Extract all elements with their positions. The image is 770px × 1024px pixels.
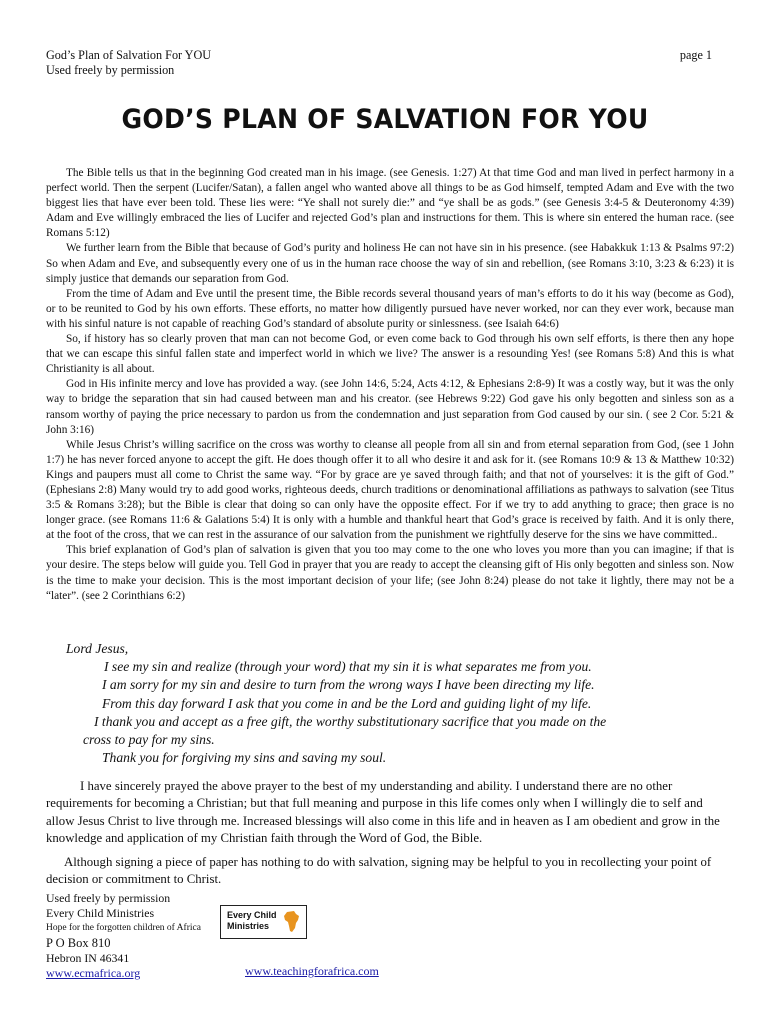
prayer-line: I see my sin and realize (through your word) that my sin it is what separates me from you. xyxy=(104,659,592,675)
commitment-paragraph: I have sincerely prayed the above prayer to the best of my understanding and ability. I understand there are no other requirements for becoming a Christian; but that full meaning and purpose in this life comes only when I willingly die to self and allow Jesus Christ to live through me. Increased blessings will also come in this life and in heaven as I am obedient and grow in the knowledge and application of my Christian faith through the Word of God, the Bible. xyxy=(46,779,720,845)
paragraph: We further learn from the Bible that because of God’s purity and holiness He can not have sin in his presence. (see Habakkuk 1:13 & Psalms 97:2) So when Adam and Eve, and subsequently every one of us in the human race choose the way of sin and rebellion, (see Romans 3:10, 3:23 & 6:23) it is simply justice that demands our separation from God. xyxy=(46,242,734,285)
logo-text: Every Child Ministries xyxy=(227,910,277,931)
prayer-line: cross to pay for my sins. xyxy=(83,732,215,748)
prayer-line: Thank you for forgiving my sins and saving my soul. xyxy=(102,750,387,766)
africa-map-icon xyxy=(284,911,300,933)
paragraph: The Bible tells us that in the beginning God created man in his image. (see Genesis. 1:27) At that time God and man lived in perfect harmony in a perfect world. Then the serpent (Lucifer/Satan), a fallen angel who wanted above all things to be as God himself, tempted Adam and Eve with the two biggest lies that have ever been told. These lies were: “Ye shall not surely die:” and “ye shall be as gods.” (see Genesis 3:4-5 & Deuteronomy 4:39) Adam and Eve willingly embraced the lies of Lucifer and rejected God’s plan and instructions for them. This is where sin entered the human race. (see Romans 5:12) xyxy=(46,167,734,240)
paragraph: God in His infinite mercy and love has provided a way. (see John 14:6, 5:24, Acts 4:12, & Ephesians 2:8-9) It was a costly way, but it was the only way to bridge the separation that sin had caused between man and his creator. (see Hebrews 9:22) God gave his only begotten and sinless son as a ransom worthy of paying the price necessary to pardon us from the condemnation and just separation from God caused by our sin. ( see 2 Cor. 5:21 & John 3:16) xyxy=(46,378,734,436)
prayer-line: I thank you and accept as a free gift, the worthy substitutionary sacrifice that you made on the xyxy=(94,713,607,729)
footer-city: Hebron IN 46341 xyxy=(46,951,130,965)
teachingforafrica-link[interactable]: www.teachingforafrica.com xyxy=(245,964,379,978)
page-header xyxy=(46,48,712,78)
header-title: God’s Plan of Salvation For YOU xyxy=(46,48,212,62)
ecmafrica-link[interactable]: www.ecmafrica.org xyxy=(46,966,141,980)
footer-org: Every Child Ministries xyxy=(46,906,155,920)
paragraph: This brief explanation of God’s plan of salvation is given that you too may come to the one who loves you more than you can imagine; if that is your desire. The steps below will guide you. Tell God in prayer that you are ready to accept the cleansing gift of His only begotten and sinless son. Now is the time to make your decision. This is the most important decision of your life; (see John 8:24) please do not take it lightly, there may not be a “later”. (see 2 Corinthians 6:2) xyxy=(46,544,734,602)
footer-tagline: Hope for the forgotten children of Africa xyxy=(46,923,201,933)
header-permission: Used freely by permission xyxy=(46,63,175,77)
paragraph: From the time of Adam and Eve until the present time, the Bible records several thousand years of man’s efforts to do it his way (become as God), or to be reunited to God by his own efforts. These efforts, no matter how diligently pursued have never worked, nor can they ever work, because man with his sinful nature is not capable of reaching God’s standard of absolute purity or sinlessness. (see Isaiah 64:6) xyxy=(46,287,734,330)
commitment-text xyxy=(46,778,734,896)
prayer-line: I am sorry for my sin and desire to turn from the wrong ways I have been directing my life. xyxy=(102,677,595,693)
paragraph: So, if history has so clearly proven that man can not become God, or even come back to God through his own self efforts, is there then any hope that we can escape this sinful fallen state and imperfect world in which we live? The answer is a resounding Yes! (see Romans 5:8) And this is what Christianity is all about. xyxy=(46,333,734,376)
prayer-line: From this day forward I ask that you come in and be the Lord and guiding light of my life. xyxy=(102,695,592,711)
every-child-ministries-logo xyxy=(220,905,307,939)
paragraph: While Jesus Christ’s willing sacrifice on the cross was worthy to cleanse all people from all sin and from eternal separation from God, (see 1 John 1:7) he has never forced anyone to accept the gift. He does though offer it to all who desire it and ask for it. (see Romans 10:9 & 13 & Matthew 10:32) Kings and paupers must all come to Christ the same way. “For by grace are ye saved through faith; and that not of yourselves: it is the gift of God.” (Ephesians 2:8) Many would try to add good works, righteous deeds, church traditions or denominational affiliations as pathways to salvation (see Titus 3:5 & Romans 3:28); but the Bible is clear that doing so can only have the opposite effect. For if we try to add anything to grace; then grace is no longer grace. (see Romans 11:6 & Galations 5:4) It is only with a humble and thankful heart that God’s grace is received by faith. And it is only there, at the foot of the cross, that we can rest in the assurance of our salvation from the punishment we rightfully deserve for the sins we have committed.. xyxy=(46,438,734,542)
document-title: GOD’S PLAN OF SALVATION FOR YOU xyxy=(121,104,649,135)
body-text xyxy=(46,166,734,604)
footer-contact xyxy=(46,891,201,981)
page-number: page 1 xyxy=(679,48,712,62)
footer-po-box: P O Box 810 xyxy=(46,936,111,950)
prayer-salutation: Lord Jesus, xyxy=(66,641,129,656)
prayer-block xyxy=(46,640,736,767)
footer-permission: Used freely by permission xyxy=(46,891,171,905)
commitment-paragraph: Although signing a piece of paper has nothing to do with salvation, signing may be helpful to you in recollecting your point of decision or commitment to Christ. xyxy=(46,855,712,887)
